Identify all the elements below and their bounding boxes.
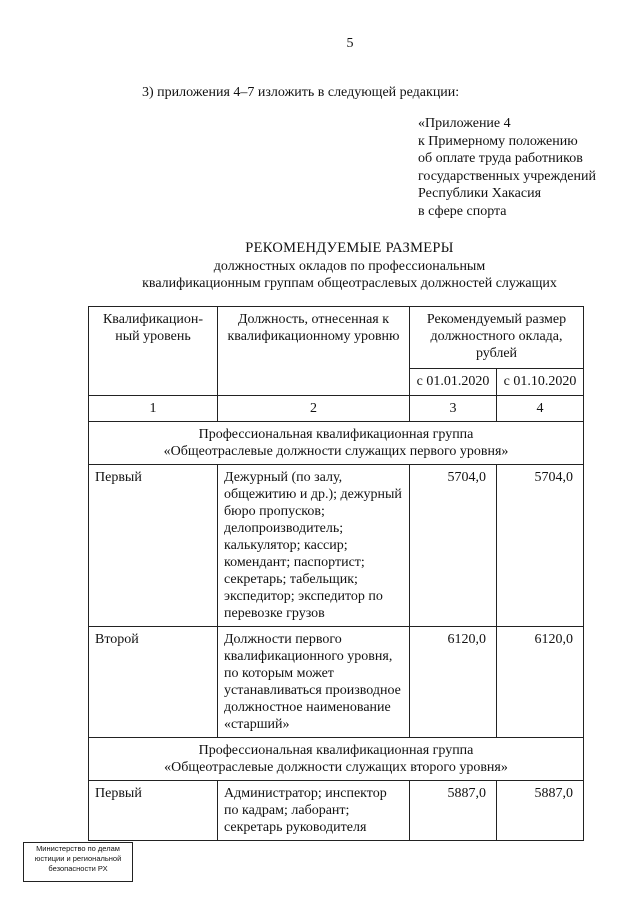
row-level: Первый	[89, 465, 218, 627]
row-salary-jan: 5887,0	[410, 781, 497, 841]
appendix-line: Республики Хакасия	[418, 186, 542, 201]
header-position: Должность, отнесенная к квалификационному уровню	[218, 307, 410, 396]
row-salary-jan: 5704,0	[410, 465, 497, 627]
group-title-line: Профессиональная квалификационная группа	[198, 427, 474, 442]
salary-table	[88, 306, 584, 841]
column-number: 2	[218, 396, 410, 422]
stamp-line: Министерство по делам	[36, 844, 120, 853]
header-date-1: с 01.01.2020	[410, 369, 497, 396]
row-positions: Дежурный (по залу, общежитию и др.); дежурный бюро пропусков; делопроизводитель; калькулятор; кассир; комендант; паспортист; секретарь; табельщик; экспедитор; экспедитор по перевозке грузов	[218, 465, 410, 627]
appendix-header	[418, 115, 596, 220]
group-title-line: Профессиональная квалификационная группа	[198, 743, 474, 758]
group-title	[89, 422, 584, 465]
table-row	[89, 627, 584, 738]
appendix-line: государственных учреждений	[418, 168, 596, 184]
header-date-2: с 01.10.2020	[497, 369, 584, 396]
header-level: Квалификацион-ный уровень	[89, 307, 218, 396]
appendix-line: к Примерному положению	[418, 133, 578, 149]
group-header-row	[89, 422, 584, 465]
column-number: 1	[89, 396, 218, 422]
document-title-block	[92, 240, 607, 293]
column-number-row	[89, 396, 584, 422]
appendix-line: об оплате труда работников	[418, 151, 583, 166]
table-row	[89, 781, 584, 841]
appendix-line: в сфере спорта	[418, 203, 507, 219]
document-subtitle-line: квалификационным группам общеотраслевых должностей служащих	[142, 276, 557, 291]
column-number: 4	[497, 396, 584, 422]
stamp-line: безопасности РХ	[48, 864, 108, 873]
table-row	[89, 465, 584, 627]
row-salary-oct: 5704,0	[497, 465, 584, 627]
group-header-row	[89, 738, 584, 781]
group-title-line: «Общеотраслевые должности служащих второго уровня»	[164, 760, 508, 775]
column-number: 3	[410, 396, 497, 422]
row-salary-oct: 6120,0	[497, 627, 584, 738]
document-subtitle-line: должностных окладов по профессиональным	[213, 258, 486, 274]
page-number: 5	[346, 36, 354, 51]
ministry-stamp	[23, 842, 133, 882]
row-level: Первый	[89, 781, 218, 841]
document-title: РЕКОМЕНДУЕМЫЕ РАЗМЕРЫ	[245, 240, 454, 256]
stamp-line: юстиции и региональной	[34, 854, 122, 863]
appendix-line: «Приложение 4	[418, 116, 511, 131]
row-positions: Администратор; инспектор по кадрам; лаборант; секретарь руководителя	[218, 781, 410, 841]
row-positions: Должности первого квалификационного уровня, по которым может устанавливаться производное должностное наименование «старший»	[218, 627, 410, 738]
row-salary-jan: 6120,0	[410, 627, 497, 738]
row-salary-oct: 5887,0	[497, 781, 584, 841]
amendment-text: 3) приложения 4–7 изложить в следующей редакции:	[142, 85, 460, 100]
group-title-line: «Общеотраслевые должности служащих первого уровня»	[163, 444, 509, 459]
header-salary: Рекомендуемый размер должностного оклада, рублей	[410, 307, 584, 369]
table-header-row	[89, 307, 584, 369]
row-level: Второй	[89, 627, 218, 738]
group-title	[89, 738, 584, 781]
